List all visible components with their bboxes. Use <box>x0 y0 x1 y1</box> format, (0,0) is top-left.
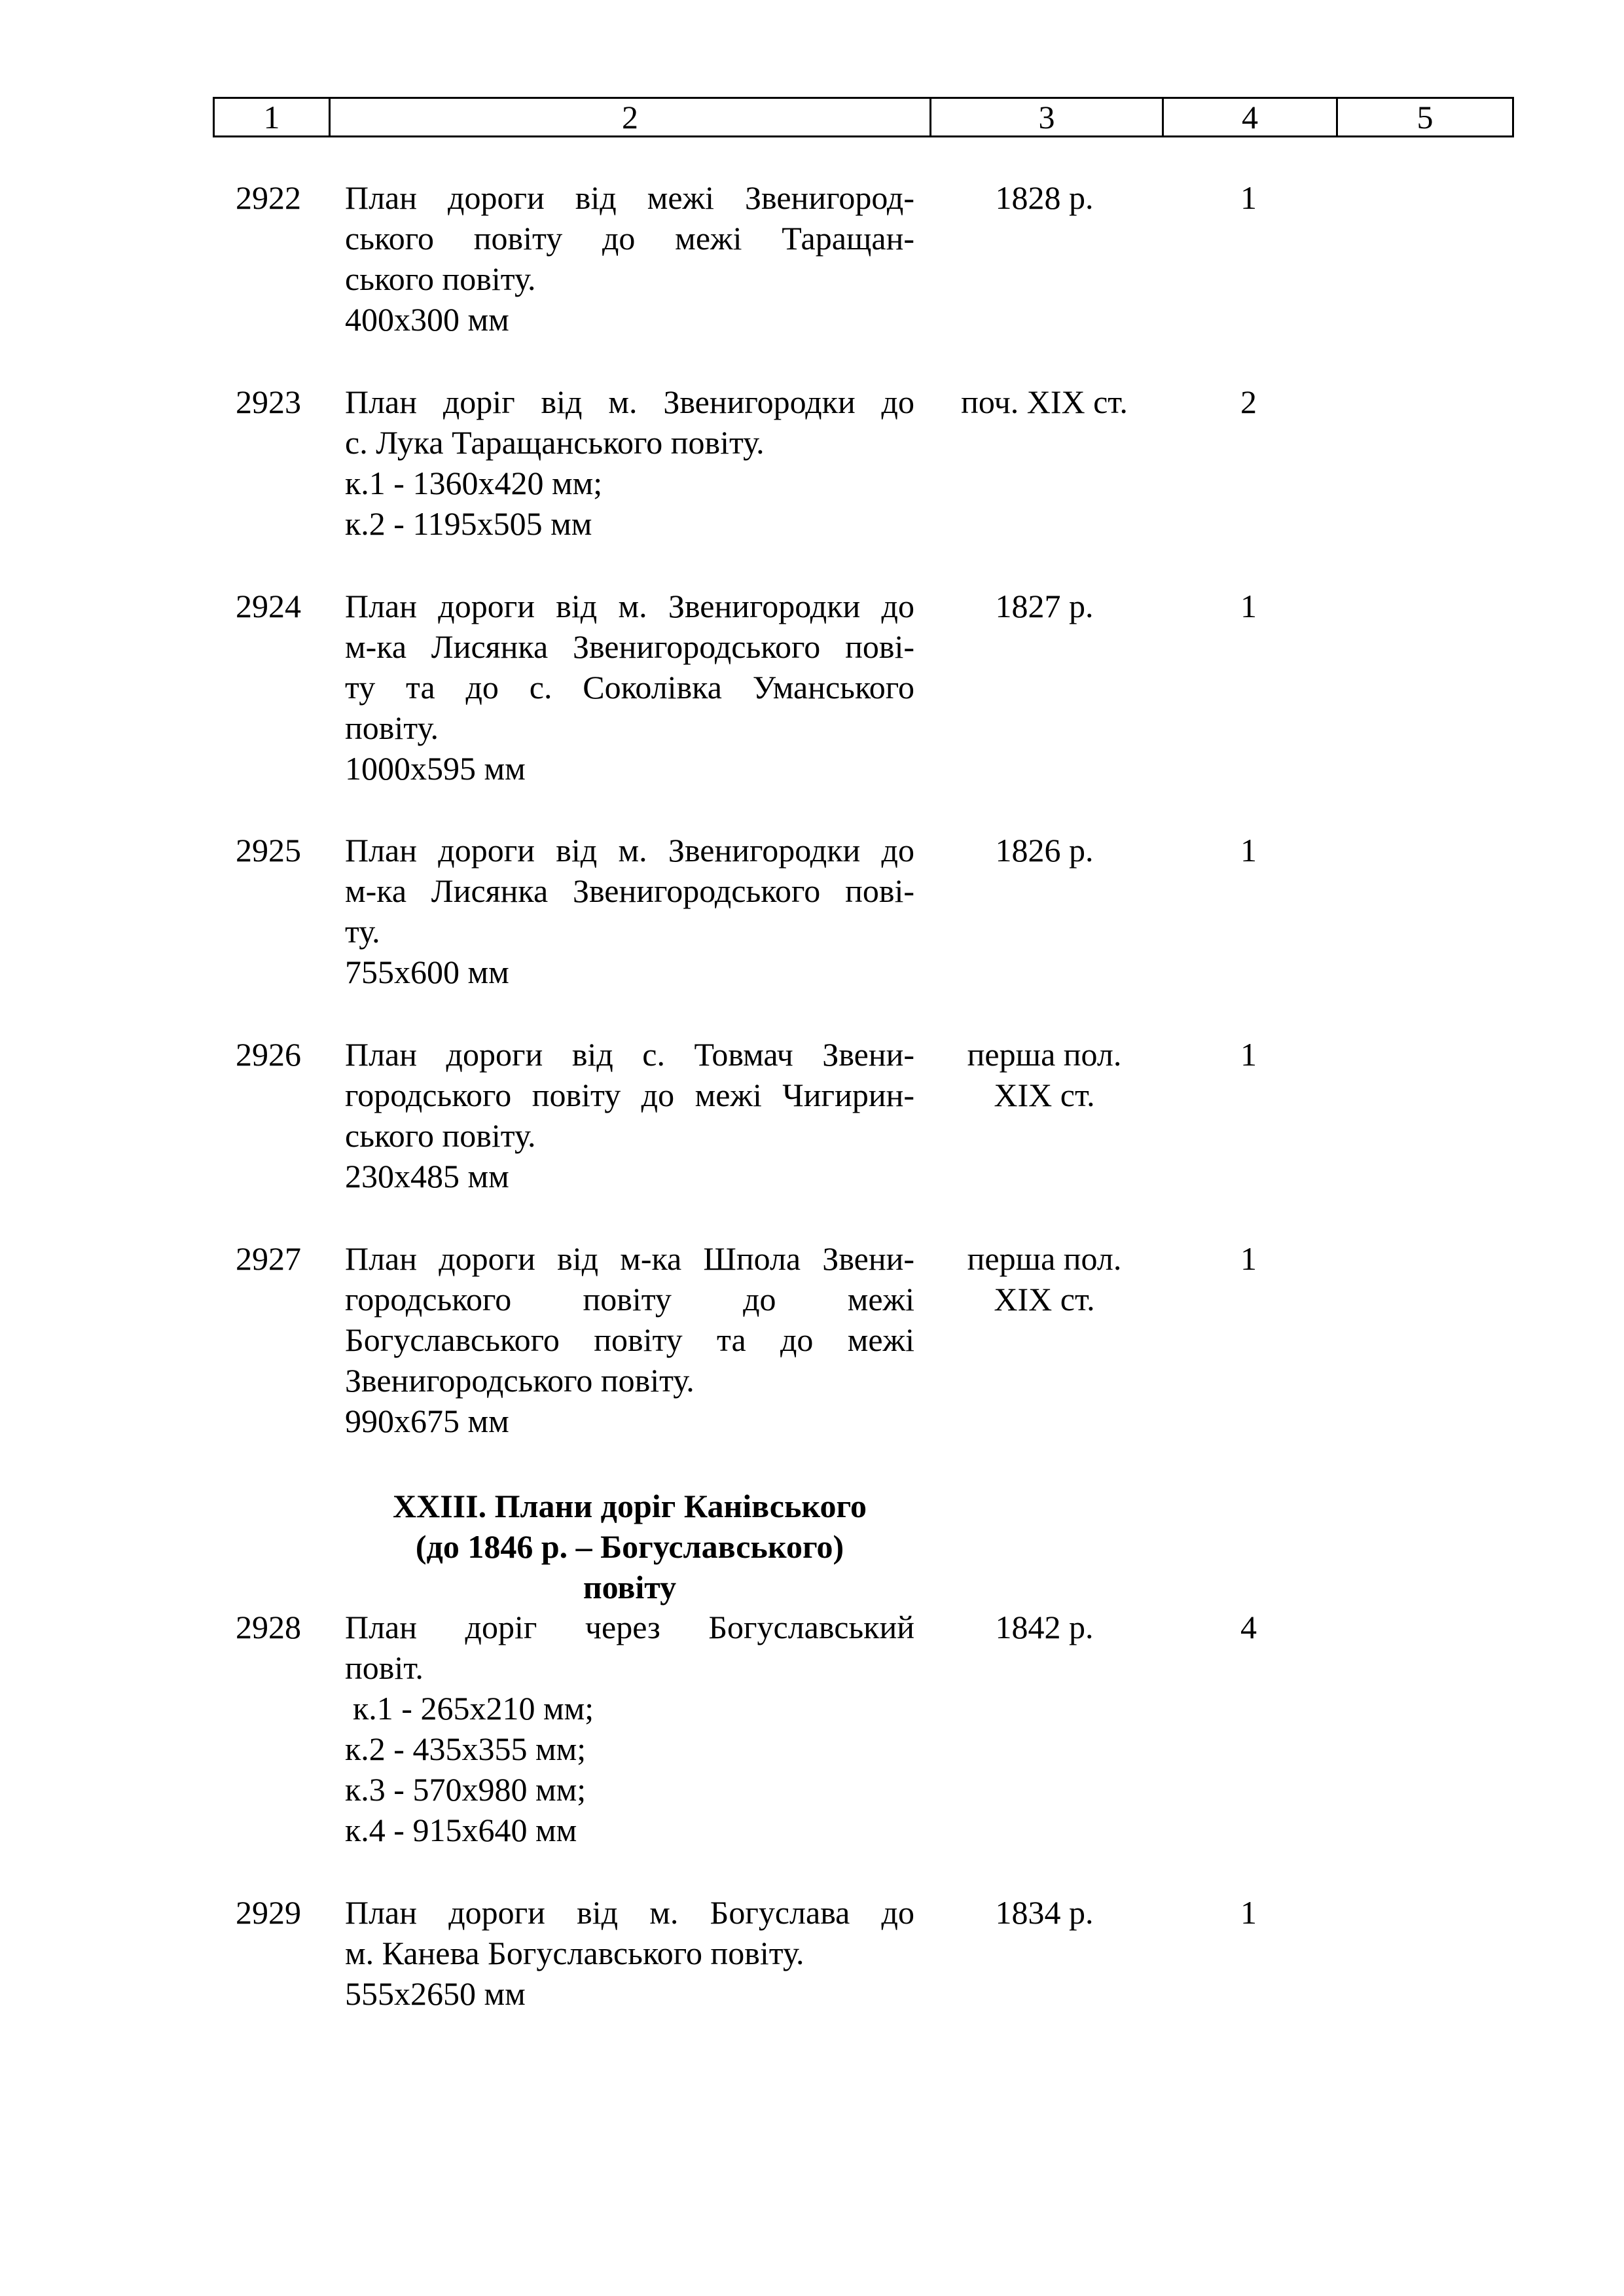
entry-date <box>928 1034 1161 1115</box>
entry-number: 2928 <box>236 1609 301 1645</box>
description-line: План дороги від с. Товмач Звени- <box>345 1036 914 1073</box>
dimensions-line: 1000х595 мм <box>345 750 526 787</box>
date-line: перша пол. <box>967 1036 1122 1073</box>
dimensions-line: к.2 - 435х355 мм; <box>345 1731 586 1767</box>
date-line: 1834 р. <box>995 1894 1094 1931</box>
entry-description <box>345 1238 914 1441</box>
entry-description <box>345 830 914 992</box>
entry-count: 1 <box>1240 1036 1257 1073</box>
entry-number: 2922 <box>236 179 301 216</box>
dimensions-line: 555х2650 мм <box>345 1975 526 2012</box>
entry-description <box>345 177 914 340</box>
section-heading-line: XXIII. Плани доріг Канівського <box>393 1488 867 1524</box>
column-header-table <box>213 97 1514 137</box>
dimensions-line: к.1 - 1360х420 мм; <box>345 465 603 501</box>
description-line: ту. <box>345 913 380 950</box>
description-line: План доріг від м. Звенигородки до <box>345 384 914 420</box>
entry-date <box>928 1238 1161 1319</box>
description-line: План дороги від межі Звенигород- <box>345 179 914 216</box>
section-heading <box>345 1486 914 1607</box>
dimensions-line: 230х485 мм <box>345 1158 509 1194</box>
description-line: городського повіту до межі <box>345 1281 914 1318</box>
entry-number: 2927 <box>236 1240 301 1277</box>
description-line: ського повіту до межі Таращан- <box>345 220 914 257</box>
entry-date <box>928 382 1161 422</box>
description-line: ського повіту. <box>345 1117 536 1154</box>
entry-count: 4 <box>1240 1609 1257 1645</box>
date-line: 1828 р. <box>995 179 1094 216</box>
date-line: поч. XIX ст. <box>961 384 1128 420</box>
column-header-2: 2 <box>330 98 931 137</box>
description-line: повіт. <box>345 1649 424 1686</box>
entry-description <box>345 586 914 789</box>
dimensions-line: 400х300 мм <box>345 301 509 338</box>
dimensions-line: 755х600 мм <box>345 954 509 990</box>
entry-number: 2926 <box>236 1036 301 1073</box>
description-line: м. Канева Богуславського повіту. <box>345 1935 804 1971</box>
entry-number: 2929 <box>236 1894 301 1931</box>
description-line: м-ка Лисянка Звенигородського пові- <box>345 628 914 665</box>
entry-count: 1 <box>1240 588 1257 624</box>
dimensions-line: к.2 - 1195х505 мм <box>345 505 592 542</box>
date-line: 1826 р. <box>995 832 1094 869</box>
dimensions-line: к.4 - 915х640 мм <box>345 1812 577 1848</box>
date-line: перша пол. <box>967 1240 1122 1277</box>
entry-number: 2923 <box>236 384 301 420</box>
column-header-row <box>214 98 1513 137</box>
entry-description <box>345 1607 914 1850</box>
description-line: План дороги від м. Звенигородки до <box>345 588 914 624</box>
entry-count: 2 <box>1240 384 1257 420</box>
date-line: XIX ст. <box>994 1281 1095 1318</box>
section-heading-line: повіту <box>583 1569 677 1605</box>
entry-date <box>928 1892 1161 1933</box>
entry-count: 1 <box>1240 179 1257 216</box>
column-header-4: 4 <box>1163 98 1337 137</box>
entry-date <box>928 830 1161 870</box>
dimensions-line: к.1 - 265х210 мм; <box>353 1690 594 1727</box>
date-line: 1842 р. <box>995 1609 1094 1645</box>
section-heading-line: (до 1846 р. – Богуславського) <box>415 1528 844 1565</box>
entry-number: 2925 <box>236 832 301 869</box>
description-line: План дороги від м. Богуслава до <box>345 1894 914 1931</box>
column-header-3: 3 <box>931 98 1163 137</box>
description-line: с. Лука Таращанського повіту. <box>345 424 765 461</box>
entry-number: 2924 <box>236 588 301 624</box>
description-line: ту та до с. Соколівка Уманського <box>345 669 914 706</box>
entry-count: 1 <box>1240 1894 1257 1931</box>
entry-count: 1 <box>1240 832 1257 869</box>
dimensions-line: к.3 - 570х980 мм; <box>345 1771 586 1808</box>
column-header-5: 5 <box>1337 98 1513 137</box>
description-line: Богуславського повіту та до межі <box>345 1321 914 1358</box>
dimensions-line: 990х675 мм <box>345 1403 509 1439</box>
description-line: городського повіту до межі Чигирин- <box>345 1077 914 1113</box>
entry-description <box>345 1892 914 2014</box>
date-line: XIX ст. <box>994 1077 1095 1113</box>
description-line: Звенигородського повіту. <box>345 1362 695 1399</box>
entry-description <box>345 382 914 544</box>
description-line: ського повіту. <box>345 260 536 297</box>
entry-date <box>928 177 1161 218</box>
description-line: повіту. <box>345 709 439 746</box>
entry-date <box>928 1607 1161 1647</box>
description-line: План доріг через Богуславський <box>345 1609 914 1645</box>
description-line: План дороги від м. Звенигородки до <box>345 832 914 869</box>
entry-count: 1 <box>1240 1240 1257 1277</box>
description-line: План дороги від м-ка Шпола Звени- <box>345 1240 914 1277</box>
column-header-1: 1 <box>214 98 330 137</box>
entry-date <box>928 586 1161 626</box>
entry-description <box>345 1034 914 1196</box>
date-line: 1827 р. <box>995 588 1094 624</box>
description-line: м-ка Лисянка Звенигородського пові- <box>345 872 914 909</box>
